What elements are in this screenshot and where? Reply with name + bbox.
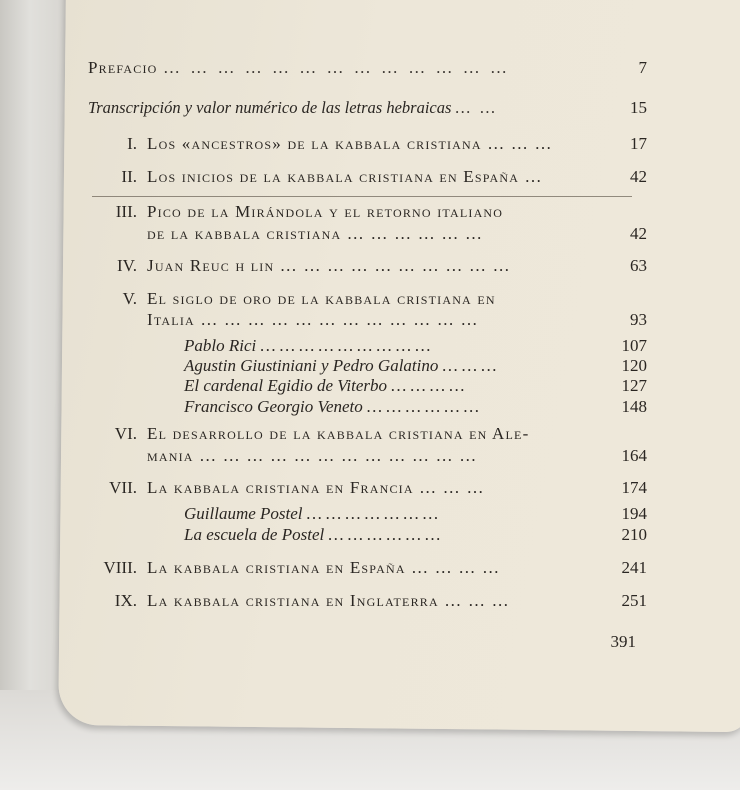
toc-title: Los «ancestros» de la kabbala cristiana … … … bbox=[147, 134, 553, 153]
toc-title: Prefacio bbox=[88, 58, 158, 77]
toc-entry-chapter-1 bbox=[93, 134, 553, 154]
toc-page-number: 164 bbox=[621, 446, 647, 465]
toc-entry-chapter-5 bbox=[93, 289, 496, 309]
toc-entry-chapter-3 bbox=[93, 202, 503, 222]
toc-entry-chapter-8 bbox=[93, 558, 500, 578]
toc-title: El siglo de oro de la kabbala cristiana en bbox=[147, 289, 496, 308]
toc-title: Juan Reuc h lin … … … … … … … … … … bbox=[147, 256, 511, 275]
toc-subentry: Francisco Georgio Veneto … … … … … … bbox=[184, 397, 479, 416]
toc-entry-chapter-6 bbox=[93, 424, 529, 444]
toc-page-number: 63 bbox=[630, 256, 647, 275]
chapter-numeral: IX. bbox=[114, 591, 137, 610]
toc-page-number: 174 bbox=[621, 478, 647, 497]
toc-page-number: 42 bbox=[630, 224, 647, 243]
chapter-numeral: IV. bbox=[117, 256, 137, 275]
chapter-numeral: I. bbox=[127, 134, 137, 153]
toc-title-continuation: mania … … … … … … … … … … … … bbox=[147, 446, 478, 465]
toc-page-number: 148 bbox=[621, 397, 647, 416]
toc-entry-chapter-9 bbox=[93, 591, 510, 611]
toc-page-number: 15 bbox=[630, 98, 647, 117]
chapter-numeral: VIII. bbox=[103, 558, 137, 577]
divider-line bbox=[92, 196, 632, 197]
toc-title: Los inicios de la kabbala cristiana en España … bbox=[147, 167, 543, 186]
toc-entry-chapter-7 bbox=[93, 478, 485, 498]
toc-subentry: Agustin Giustiniani y Pedro Galatino … … … bbox=[184, 356, 497, 375]
toc-page-number: 7 bbox=[638, 58, 647, 77]
toc-title: Transcripción y valor numérico de las letras hebraicas bbox=[88, 98, 452, 117]
toc-page-number: 42 bbox=[630, 167, 647, 186]
toc-entry-prefacio bbox=[88, 58, 510, 78]
chapter-numeral: III. bbox=[115, 202, 137, 221]
toc-page-number: 120 bbox=[621, 356, 647, 375]
toc-title-continuation: Italia … … … … … … … … … … … … bbox=[147, 310, 479, 329]
toc-page-number: 17 bbox=[630, 134, 647, 153]
toc-title: La kabbala cristiana en Francia … … … bbox=[147, 478, 485, 497]
toc-entry-chapter-2 bbox=[93, 167, 543, 187]
toc-title: Pico de la Mirándola y el retorno italiano bbox=[147, 202, 504, 221]
toc-page-number: 251 bbox=[621, 591, 647, 610]
toc-page-number: 93 bbox=[630, 310, 647, 329]
chapter-numeral: VI. bbox=[114, 424, 137, 443]
leader-dots: … … … … … … … … … … … … … bbox=[162, 58, 510, 77]
chapter-numeral: V. bbox=[122, 289, 137, 308]
toc-title: La kabbala cristiana en Inglaterra … … … bbox=[147, 591, 510, 610]
chapter-numeral: VII. bbox=[109, 478, 137, 497]
chapter-numeral: II. bbox=[121, 167, 137, 186]
toc-page-number: 241 bbox=[621, 558, 647, 577]
toc-entry-chapter-4 bbox=[93, 256, 511, 276]
toc-entry-transcripcion bbox=[88, 98, 498, 118]
toc-subentry: La escuela de Postel … … … … … … bbox=[184, 525, 441, 544]
leader-dots: … … bbox=[455, 98, 499, 117]
toc-title-continuation: de la kabbala cristiana … … … … … … bbox=[147, 224, 484, 243]
toc-title: El desarrollo de la kabbala cristiana en Ale- bbox=[147, 424, 530, 443]
toc-page-number: 127 bbox=[621, 376, 647, 395]
toc-page-number: 210 bbox=[621, 525, 647, 544]
toc-page-number: 194 bbox=[621, 504, 647, 523]
toc-page-number: 107 bbox=[621, 336, 647, 355]
toc-title: La kabbala cristiana en España … … … … bbox=[147, 558, 501, 577]
toc-subentry: Guillaume Postel … … … … … … … bbox=[184, 504, 439, 523]
toc-subentry: Pablo Rici … … … … … … … … … bbox=[184, 336, 431, 355]
toc-subentry: El cardenal Egidio de Viterbo … … … … bbox=[184, 376, 465, 395]
folio-page-number: 391 bbox=[610, 632, 636, 651]
